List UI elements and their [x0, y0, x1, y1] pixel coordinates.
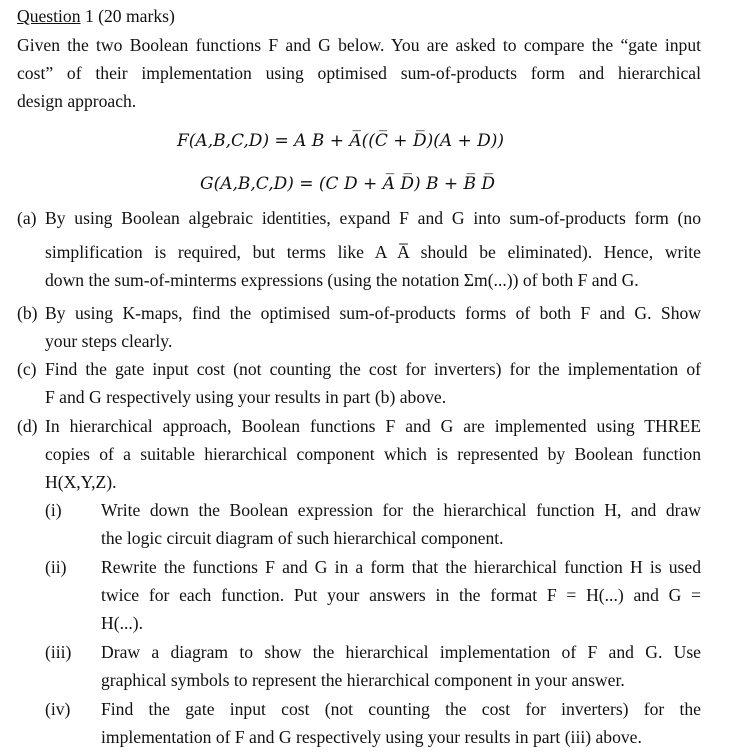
sub-iv-label: (iv)	[45, 699, 71, 719]
part-c-label: (c)	[17, 359, 37, 379]
part-d-line-1: In hierarchical approach, Boolean functions F and G are implemented using THREE	[45, 416, 701, 436]
part-d-line-3: H(X,Y,Z).	[45, 472, 117, 492]
question-number: 1	[84, 6, 94, 26]
question-marks: (20 marks)	[98, 6, 175, 26]
sub-iii-line-2: graphical symbols to represent the hierarchical component in your answer.	[101, 670, 625, 690]
question-title	[17, 2, 175, 30]
part-b-line-1: By using K-maps, find the optimised sum-of-products forms of both F and G. Show	[45, 303, 701, 323]
part-c-line-1: Find the gate input cost (not counting the cost for inverters) for the implementation of	[45, 359, 701, 379]
question-title-prefix: Question	[17, 6, 81, 26]
equation-f	[177, 127, 504, 155]
part-a-line-3: down the sum-of-minterms expressions (using the notation Σm(...)) of both F and G.	[45, 270, 639, 290]
part-a-line-2: simplification is required, but terms like A A̅ should be eliminated). Hence, write	[45, 242, 701, 262]
intro-line-3: design approach.	[17, 91, 137, 111]
sub-i-line-2: the logic circuit diagram of such hierarchical component.	[101, 528, 504, 548]
part-d-line-2: copies of a suitable hierarchical component which is represented by Boolean function	[45, 444, 701, 464]
part-d-label: (d)	[17, 416, 38, 436]
part-b-line-2: your steps clearly.	[45, 331, 173, 351]
intro-line-1: Given the two Boolean functions F and G below. You are asked to compare the “gate input	[17, 35, 701, 55]
sub-ii-line-1: Rewrite the functions F and G in a form that the hierarchical function H is used	[101, 557, 701, 577]
sub-ii-line-3: H(...).	[101, 613, 144, 633]
sub-ii-line-2: twice for each function. Put your answers in the format F = H(...) and G =	[101, 585, 701, 605]
sub-iv-line-1: Find the gate input cost (not counting the cost for inverters) for the	[101, 699, 701, 719]
sub-iii-label: (iii)	[45, 642, 72, 662]
sub-iv-line-2: implementation of F and G respectively using your results in part (iii) above.	[101, 727, 642, 747]
part-c-line-2: F and G respectively using your results in part (b) above.	[45, 387, 447, 407]
equation-g-text: G(A,B,C,D) = (C D + A̅ D̅) B + B̅ D̅	[200, 174, 496, 194]
part-b-label: (b)	[17, 303, 38, 323]
part-a-line-1: By using Boolean algebraic identities, expand F and G into sum-of-products form (no	[45, 208, 701, 228]
sub-i-line-1: Write down the Boolean expression for the hierarchical function H, and draw	[101, 500, 701, 520]
sub-iii-line-1: Draw a diagram to show the hierarchical implementation of F and G. Use	[101, 642, 701, 662]
part-a-label: (a)	[17, 208, 37, 228]
equation-f-text: F(A,B,C,D) = A B + A̅((C̅ + D̅)(A + D))	[177, 131, 505, 151]
intro-line-2: cost” of their implementation using optimised sum-of-products form and hierarchical	[17, 63, 701, 83]
sub-ii-label: (ii)	[45, 557, 67, 577]
sub-i-label: (i)	[45, 500, 62, 520]
equation-g	[200, 170, 495, 198]
